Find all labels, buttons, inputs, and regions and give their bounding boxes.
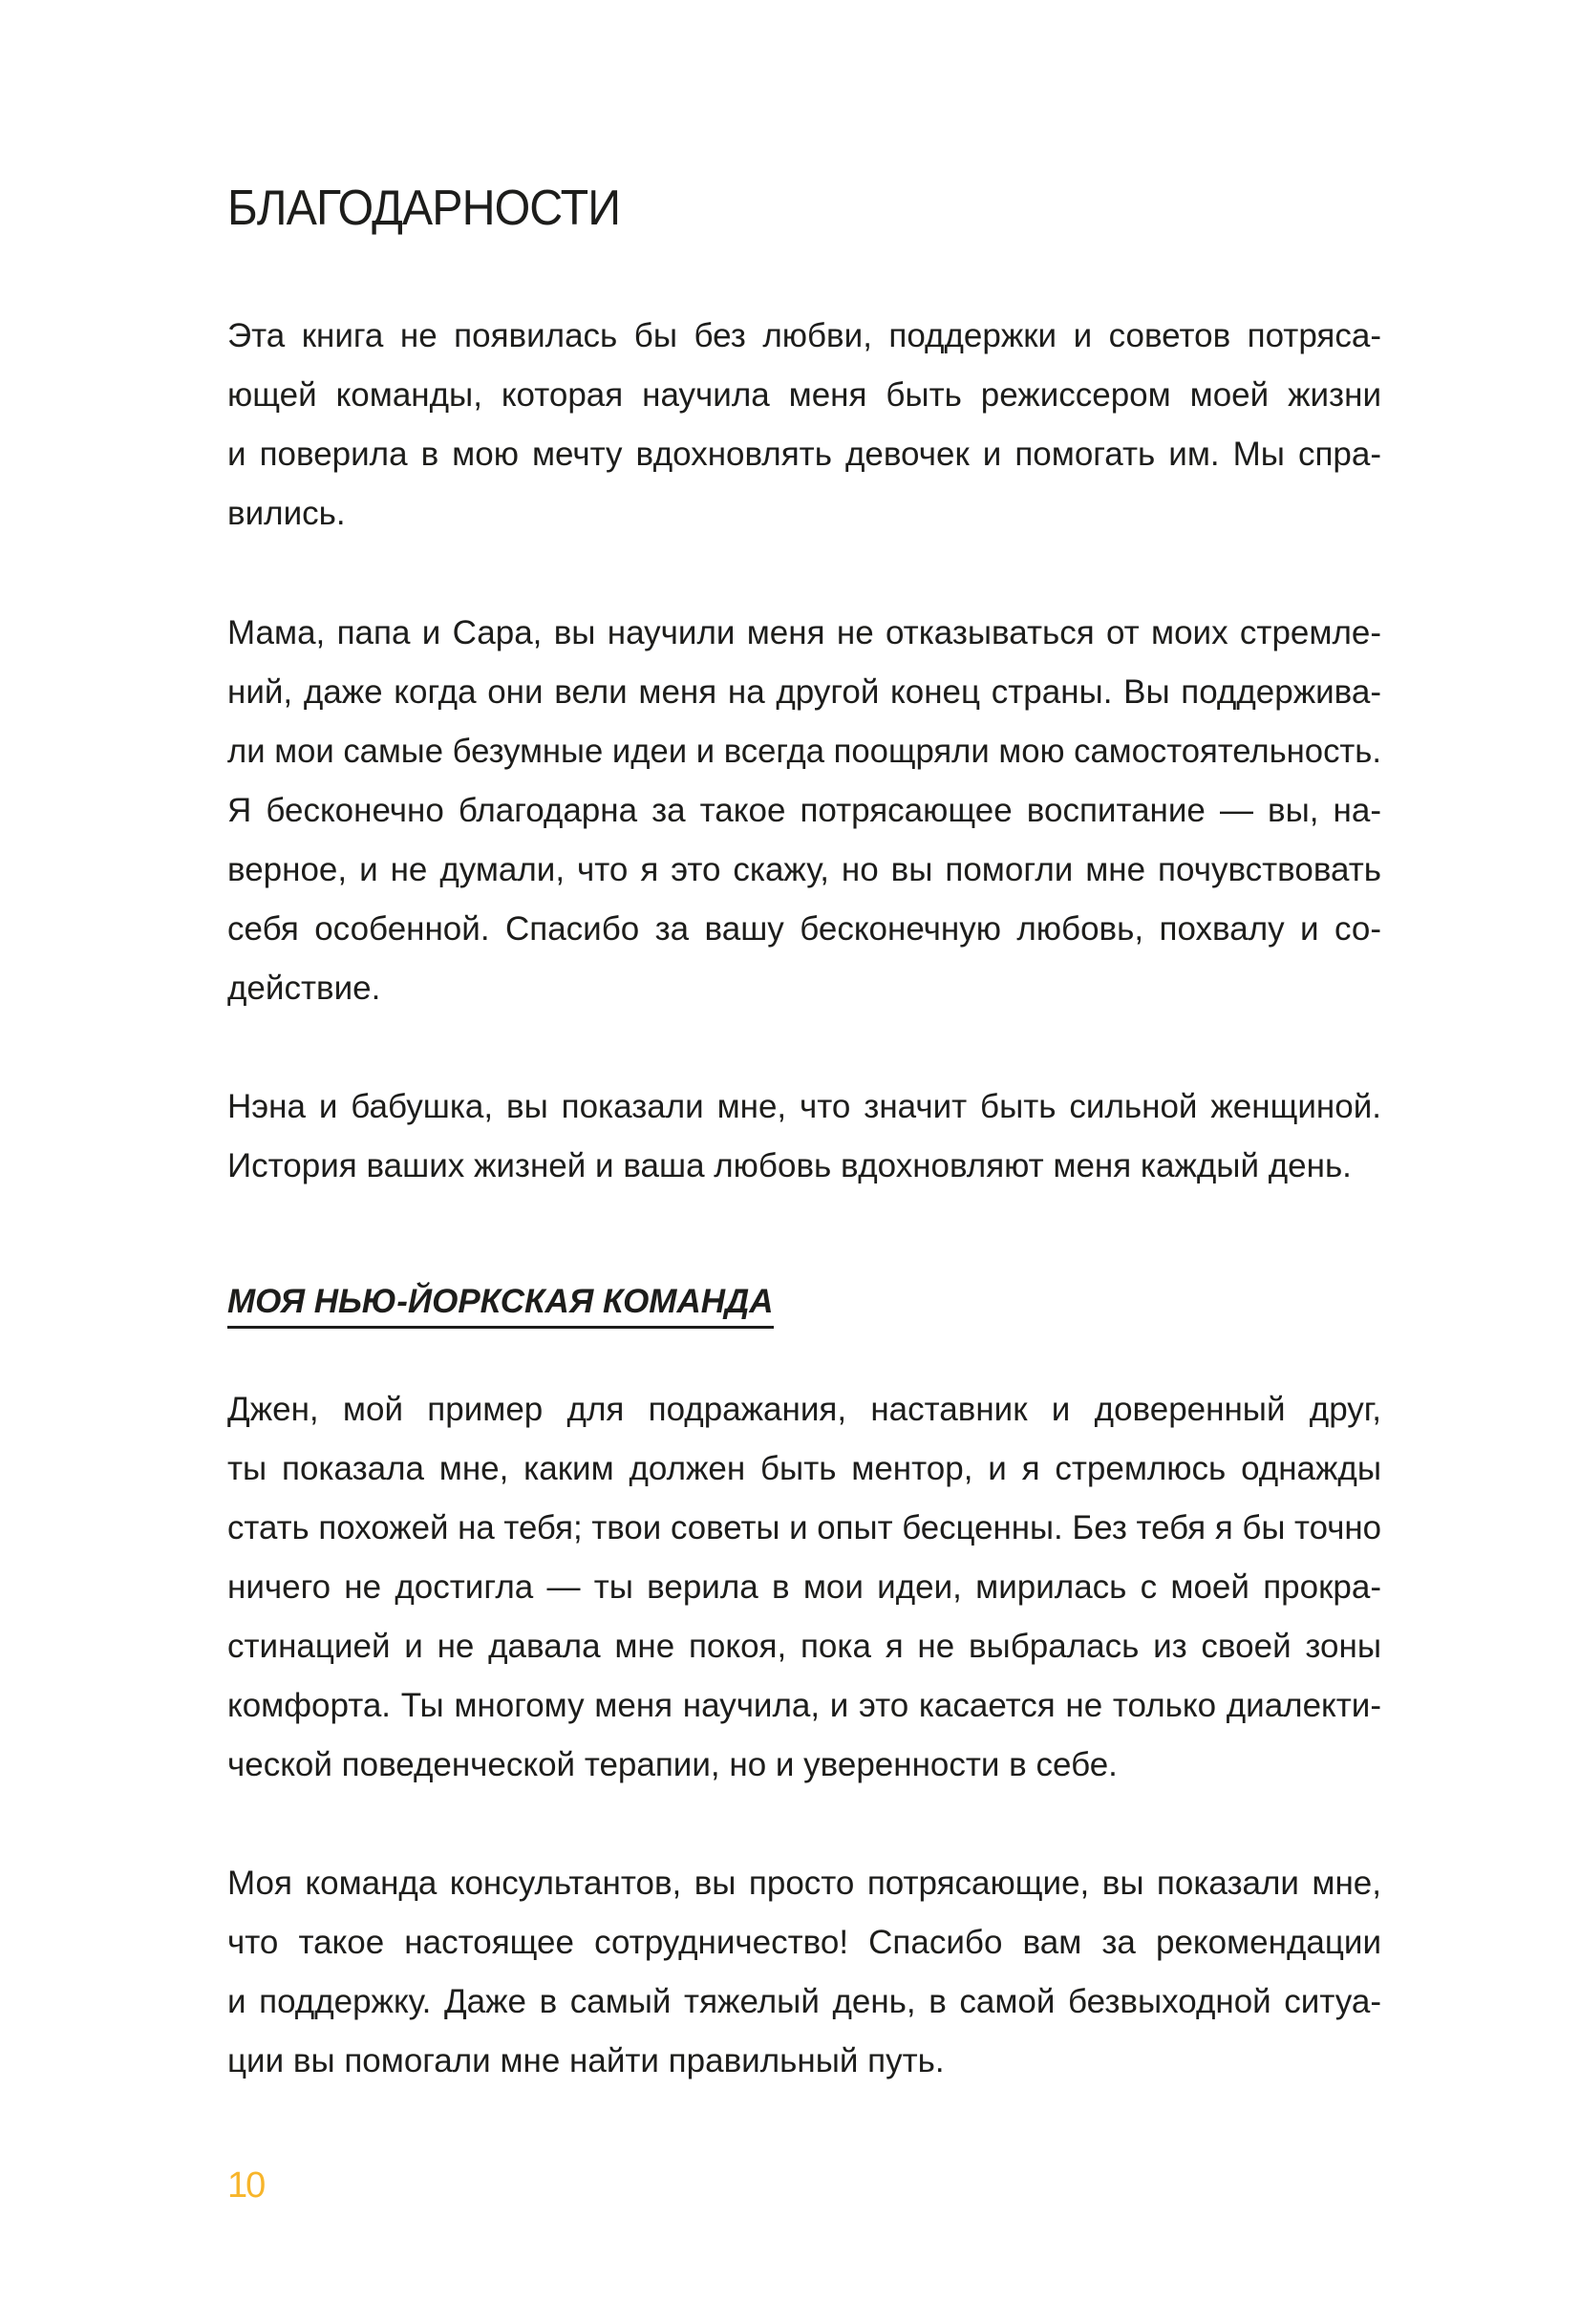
page-number: 10 xyxy=(227,2165,265,2206)
text-line-content: и поддержку. Даже в самый тяжелый день, в самой безвыходной ситуа- xyxy=(227,1983,1381,2020)
text-line-content: стинацией и не давала мне покоя, пока я не выбралась из своей зоны xyxy=(227,1628,1381,1665)
text-line xyxy=(227,1077,1381,1137)
paragraph xyxy=(227,1077,1381,1196)
text-line xyxy=(227,1736,1381,1795)
text-line-content: и поверила в мою мечту вдохновлять девочек и помогать им. Мы спра- xyxy=(227,436,1381,473)
text-line-content: Я бесконечно благодарна за такое потрясающее воспитание — вы, на- xyxy=(227,792,1381,829)
text-line xyxy=(227,781,1381,841)
paragraph xyxy=(227,1380,1381,1795)
text-line-content: действие. xyxy=(227,970,381,1007)
text-line xyxy=(227,366,1381,425)
text-line xyxy=(227,663,1381,722)
text-line-content: вились. xyxy=(227,495,346,532)
text-line xyxy=(227,841,1381,900)
text-line-content: Мама, папа и Сара, вы научили меня не отказываться от моих стремле- xyxy=(227,614,1381,651)
text-line-content: ничего не достигла — ты верила в мои идеи, мирилась с моей прокра- xyxy=(227,1568,1381,1606)
text-line-content: верное, и не думали, что я это скажу, но вы помогли мне почувствовать xyxy=(227,851,1381,888)
section-heading: МОЯ НЬЮ-ЙОРКСКАЯ КОМАНДА xyxy=(227,1278,774,1329)
text-line xyxy=(227,1380,1381,1439)
text-line xyxy=(227,1972,1381,2032)
paragraph xyxy=(227,604,1381,1018)
text-line xyxy=(227,2032,1381,2091)
text-line xyxy=(227,1676,1381,1736)
text-line xyxy=(227,425,1381,484)
text-line xyxy=(227,1137,1381,1196)
text-line-content: История ваших жизней и ваша любовь вдохновляют меня каждый день. xyxy=(227,1147,1352,1184)
text-line xyxy=(227,959,1381,1018)
text-line xyxy=(227,1558,1381,1617)
text-line xyxy=(227,1617,1381,1676)
text-line-content: Нэна и бабушка, вы показали мне, что значит быть сильной женщиной. xyxy=(227,1088,1381,1125)
text-line-content: Моя команда консультантов, вы просто потрясающие, вы показали мне, xyxy=(227,1865,1381,1902)
text-line xyxy=(227,604,1381,663)
text-line-content: ний, даже когда они вели меня на другой конец страны. Вы поддержива- xyxy=(227,673,1381,711)
text-line-content: ции вы помогали мне найти правильный путь. xyxy=(227,2042,945,2079)
paragraph xyxy=(227,1854,1381,2091)
text-line-content: стать похожей на тебя; твои советы и опыт бесценны. Без тебя я бы точно xyxy=(227,1509,1381,1546)
paragraph xyxy=(227,307,1381,544)
text-line-content: что такое настоящее сотрудничество! Спасибо вам за рекомендации xyxy=(227,1924,1381,1961)
text-line-content: себя особенной. Спасибо за вашу бесконечную любовь, похвалу и со- xyxy=(227,910,1381,948)
text-line xyxy=(227,484,1381,544)
text-line-content: комфорта. Ты многому меня научила, и это касается не только диалекти- xyxy=(227,1687,1381,1724)
text-line xyxy=(227,900,1381,959)
text-line xyxy=(227,1854,1381,1913)
text-line xyxy=(227,1913,1381,1972)
text-line xyxy=(227,1499,1381,1558)
text-line-content: ческой поведенческой терапии, но и уверенности в себе. xyxy=(227,1746,1118,1783)
text-line-content: ты показала мне, каким должен быть ментор, и я стремлюсь однажды xyxy=(227,1450,1381,1487)
text-line xyxy=(227,722,1381,781)
text-line-content: Эта книга не появилась бы без любви, поддержки и советов потряса- xyxy=(227,317,1381,354)
text-line xyxy=(227,307,1381,366)
page-title: БЛАГОДАРНОСТИ xyxy=(227,181,621,236)
text-line-content: ли мои самые безумные идеи и всегда поощряли мою самостоятельность. xyxy=(227,733,1381,770)
text-line xyxy=(227,1439,1381,1499)
text-line-content: Джен, мой пример для подражания, наставник и доверенный друг, xyxy=(227,1391,1381,1428)
text-line-content: ющей команды, которая научила меня быть режиссером моей жизни xyxy=(227,376,1381,414)
